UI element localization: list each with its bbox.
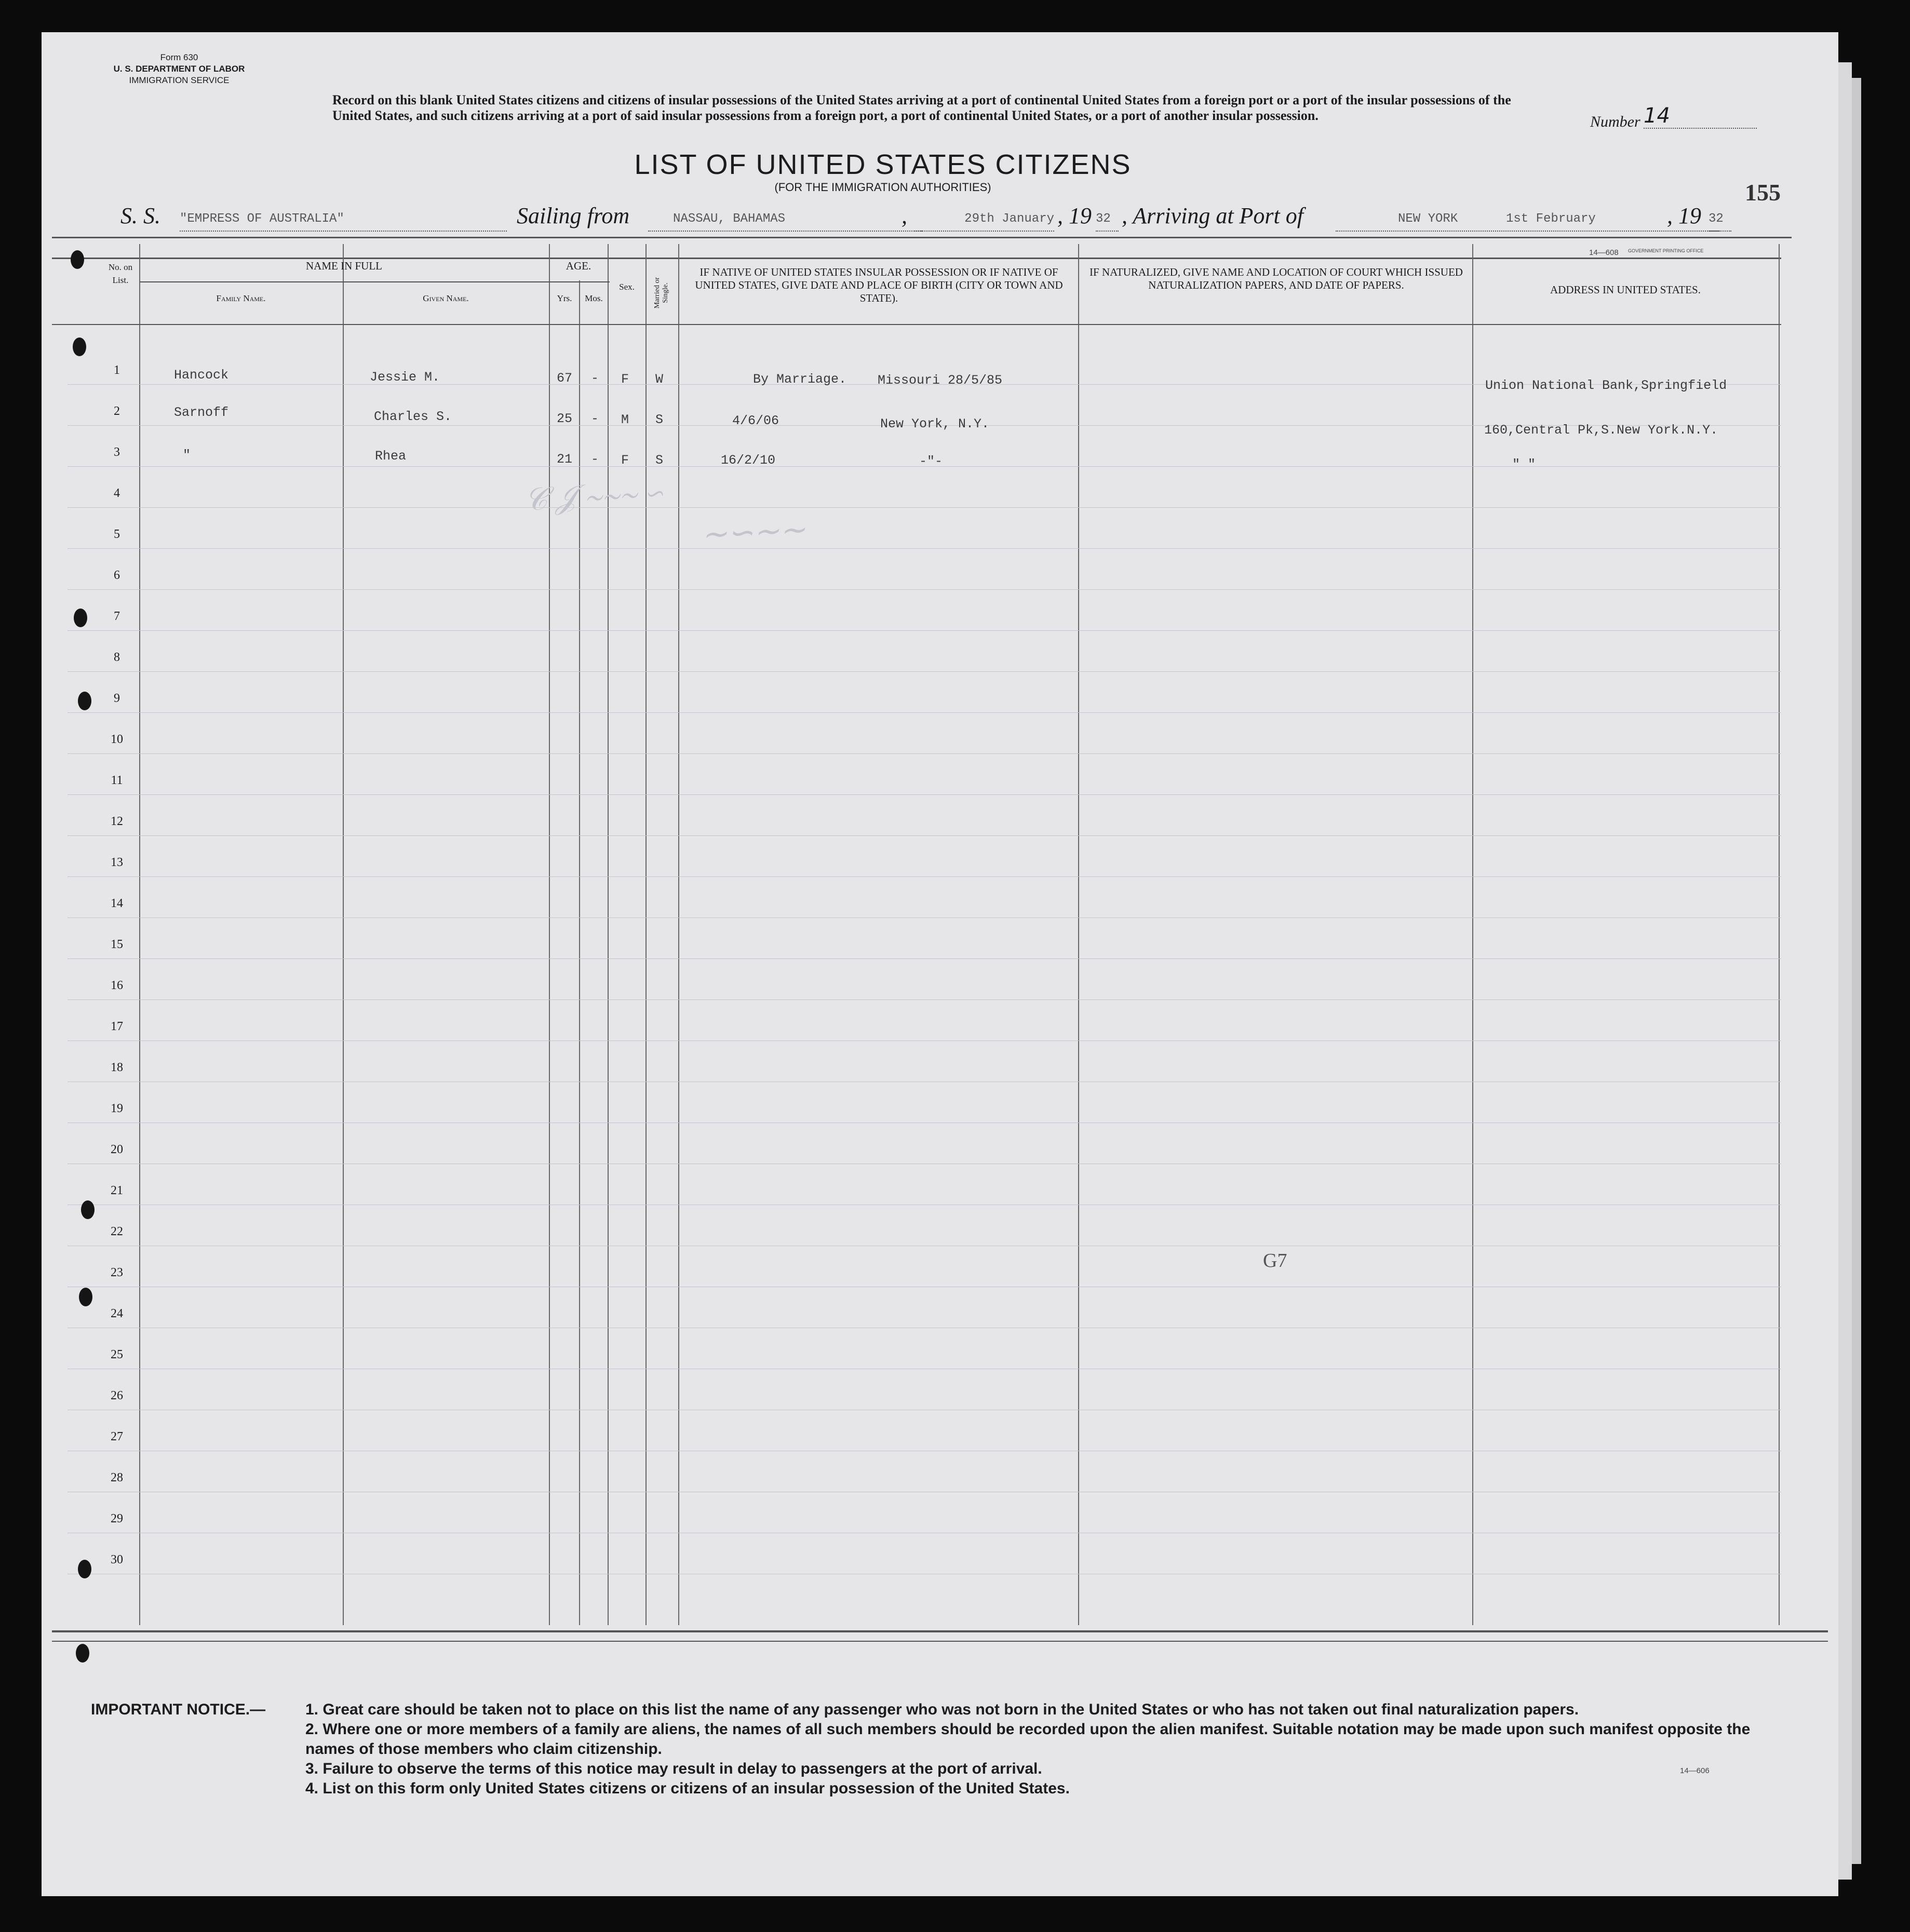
binder-hole — [78, 692, 91, 710]
entry-1-mos: - — [591, 371, 599, 386]
manifest-sheet — [42, 32, 1838, 1896]
departure-port: NASSAU, BAHAMAS — [648, 212, 922, 232]
entry-2-mos: - — [591, 411, 599, 426]
entry-1-yrs: 67 — [557, 371, 573, 386]
notice-heading: IMPORTANT NOTICE.— — [91, 1701, 266, 1718]
page-subtitle: (FOR THE IMMIGRATION AUTHORITIES) — [774, 181, 991, 194]
col-address-header: ADDRESS IN UNITED STATES. — [1550, 283, 1701, 296]
entry-3-given: Rhea — [375, 449, 407, 464]
row-rule — [68, 876, 1781, 877]
row-number: 3 — [114, 445, 120, 459]
row-number: 28 — [111, 1471, 123, 1484]
col-no-header: No. on List. — [108, 262, 133, 285]
col-marital-header: Married or Single. — [653, 277, 669, 309]
row-rule — [68, 999, 1781, 1000]
binder-hole — [81, 1200, 95, 1219]
entry-3-marital: S — [655, 453, 664, 468]
row-rule — [68, 548, 1781, 549]
entry-2-sex: M — [621, 412, 629, 427]
row-number: 21 — [111, 1184, 123, 1197]
ship-name: "EMPRESS OF AUSTRALIA" — [180, 212, 507, 232]
row-rule — [68, 753, 1781, 754]
footer-code: 14—606 — [1680, 1766, 1710, 1775]
entry-2-address: 160,Central Pk,S.New York.N.Y. — [1484, 423, 1718, 438]
preamble-text: Record on this blank United States citizens and citizens of insular possessions of the United States arriving at a port of continental United States from a foreign port or a port of the insular possessions of the United States, and such citizens arriving at a port of said insular possessions from a foreign port, a port of continental United States, or a port of another insular possession. — [332, 92, 1511, 123]
col-name-header: NAME IN FULL — [306, 260, 382, 272]
sailing-from-label: Sailing from — [517, 203, 630, 228]
row-number: 9 — [114, 692, 120, 705]
entry-1-marital: W — [655, 372, 664, 387]
col-yrs-header: Yrs. — [557, 293, 572, 303]
row-number: 13 — [111, 856, 123, 869]
col-mos-header: Mos. — [585, 293, 603, 303]
row-number: 30 — [111, 1553, 123, 1566]
row-number: 19 — [111, 1102, 123, 1115]
row-number: 2 — [114, 404, 120, 418]
page-stack-edge — [1838, 62, 1852, 1880]
row-number: 16 — [111, 979, 123, 992]
printer-code: 14—608 — [1589, 248, 1619, 257]
departure-year: 32 — [1096, 212, 1119, 232]
pencil-scribble: 𝒞 𝒥 ∼∼∼ ∽ — [523, 473, 664, 518]
row-number: 14 — [111, 897, 123, 910]
row-number: 29 — [111, 1512, 123, 1525]
entry-3-sex: F — [621, 453, 629, 468]
entry-3-address: " " — [1512, 457, 1536, 472]
row-number: 1 — [114, 363, 120, 377]
entry-1-given: Jessie M. — [370, 370, 440, 385]
row-number: 24 — [111, 1307, 123, 1320]
notice-item-3: 3. Failure to observe the terms of this notice may result in delay to passengers at the port of arrival. — [305, 1760, 1042, 1777]
row-number: 5 — [114, 528, 120, 541]
row-number: 22 — [111, 1225, 123, 1238]
row-rule — [68, 507, 1781, 508]
entry-1-birth-place: Missouri 28/5/85 — [878, 373, 1003, 388]
printer-office: GOVERNMENT PRINTING OFFICE — [1628, 248, 1704, 253]
row-number: 4 — [114, 487, 120, 500]
col-sex-header: Sex. — [619, 282, 635, 292]
entry-2-marital: S — [655, 412, 664, 427]
entry-2-yrs: 25 — [557, 411, 573, 426]
row-rule — [68, 958, 1781, 959]
binder-hole — [74, 609, 87, 627]
notice-item-2: 2. Where one or more members of a family are aliens, the names of all such members should be recorded upon the alien manifest. Suitable notation may be made upon such manifest opposite the names of those members who claim citizenship. — [305, 1721, 1751, 1758]
entry-2-given: Charles S. — [374, 409, 452, 424]
entry-2-family: Sarnoff — [174, 405, 229, 420]
entry-1-sex: F — [621, 372, 629, 387]
binder-hole — [76, 1644, 89, 1663]
service: IMMIGRATION SERVICE — [129, 75, 230, 85]
year-prefix: 19 — [1069, 203, 1092, 228]
notice-item-4: 4. List on this form only United States citizens or citizens of an insular possession of the United States. — [305, 1780, 1070, 1797]
row-number: 12 — [111, 815, 123, 828]
row-rule — [68, 712, 1781, 713]
row-rule — [68, 917, 1781, 918]
arrival-port: NEW YORK — [1336, 212, 1720, 232]
row-number: 26 — [111, 1389, 123, 1402]
row-number: 25 — [111, 1348, 123, 1361]
number-label: Number — [1590, 113, 1640, 130]
arriving-label: Arriving at Port of — [1133, 203, 1303, 228]
row-number: 27 — [111, 1430, 123, 1443]
page-stack-edge — [1852, 78, 1861, 1864]
row-rule — [68, 589, 1781, 590]
notice-item-1: 1. Great care should be taken not to place on this list the name of any passenger who was not born in the United States or who has not taken out final naturalization papers. — [305, 1701, 1579, 1718]
form-identification — [78, 52, 280, 86]
row-number: 17 — [111, 1020, 123, 1033]
ss-label: S. S. — [120, 203, 160, 228]
row-number: 8 — [114, 651, 120, 664]
page-number: 155 — [1745, 179, 1781, 206]
entry-2-birth-date: 4/6/06 — [732, 413, 779, 428]
row-number: 20 — [111, 1143, 123, 1156]
binder-hole — [78, 1560, 91, 1578]
entry-3-birth-place: -"- — [919, 454, 943, 469]
col-native-header: IF NATIVE OF UNITED STATES INSULAR POSSESSION OR IF NATIVE OF UNITED STATES, GIVE DATE AND PLACE OF BIRTH (CITY OR TOWN AND STATE). — [695, 266, 1063, 304]
col-family-header: Family Name. — [216, 293, 266, 303]
row-number: 7 — [114, 610, 120, 623]
list-number: 14 — [1644, 104, 1757, 129]
stamp-mark: G7 — [1263, 1250, 1287, 1272]
entry-3-family: " — [183, 448, 191, 463]
department: U. S. DEPARTMENT OF LABOR — [113, 64, 245, 74]
row-number: 6 — [114, 569, 120, 582]
entry-3-mos: - — [591, 452, 599, 467]
pencil-scribble: ∼∽∼∼ — [700, 512, 806, 552]
entry-3-yrs: 21 — [557, 452, 573, 467]
row-number: 15 — [111, 938, 123, 951]
arrival-year: 32 — [1709, 212, 1731, 232]
binder-hole — [73, 337, 86, 356]
entry-1-address: Union National Bank,Springfield — [1485, 378, 1727, 393]
entry-3-birth-date: 16/2/10 — [721, 453, 776, 468]
binder-hole — [71, 250, 84, 269]
entry-2-birth-place: New York, N.Y. — [880, 416, 990, 431]
form-number: Form 630 — [160, 52, 198, 62]
arrival-date: 1st February — [1506, 212, 1596, 226]
row-rule — [68, 630, 1781, 631]
row-rule — [68, 835, 1781, 836]
row-number: 11 — [111, 774, 123, 787]
row-rule — [68, 794, 1781, 795]
entry-1-family: Hancock — [174, 368, 229, 383]
col-naturalized-header: IF NATURALIZED, GIVE NAME AND LOCATION OF COURT WHICH ISSUED NATURALIZATION PAPERS, AND DATE OF PAPERS. — [1089, 266, 1463, 291]
departure-date: 29th January — [914, 212, 1054, 232]
page-title: LIST OF UNITED STATES CITIZENS — [634, 149, 1132, 180]
binder-hole — [79, 1288, 92, 1306]
col-age-header: AGE. — [566, 260, 591, 272]
col-given-header: Given Name. — [423, 293, 469, 303]
row-number: 23 — [111, 1266, 123, 1279]
row-number: 10 — [111, 733, 123, 746]
row-rule — [68, 671, 1781, 672]
entry-1-birth-date: By Marriage. — [753, 372, 847, 387]
row-number: 18 — [111, 1061, 123, 1074]
